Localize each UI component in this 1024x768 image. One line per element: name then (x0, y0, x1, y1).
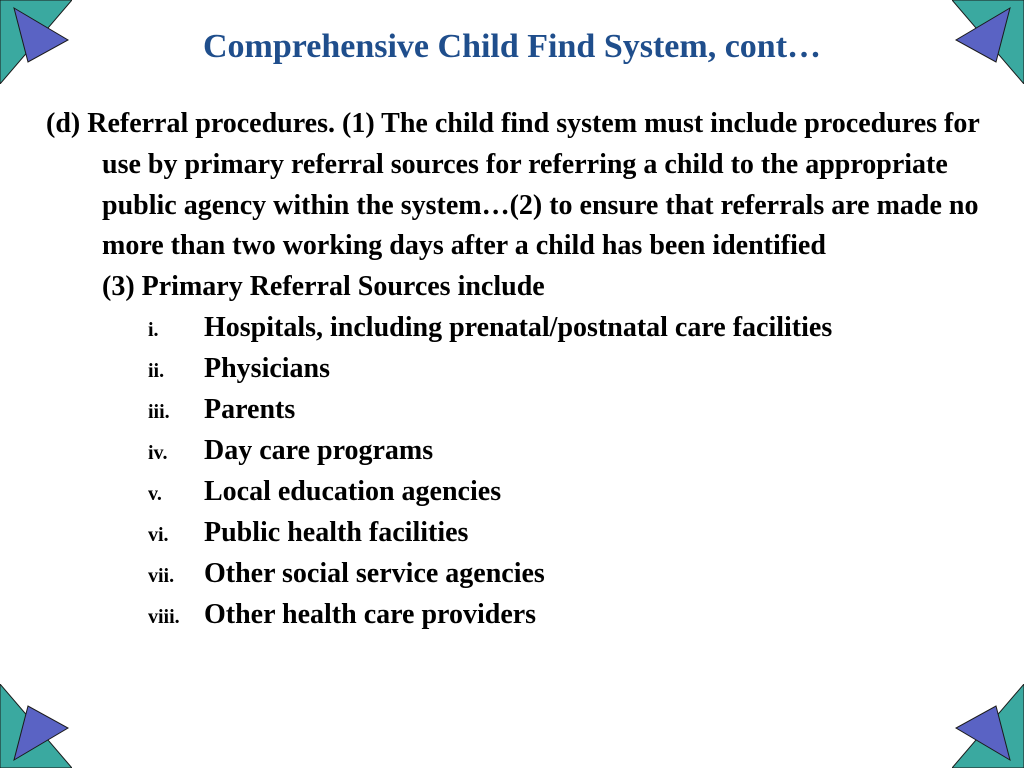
list-item (148, 308, 986, 349)
list-item-number: iv. (148, 441, 168, 464)
list-item-number: v. (148, 482, 162, 505)
list-item-text: Hospitals, including prenatal/postnatal care facilities (204, 311, 833, 343)
slide-body (46, 104, 986, 636)
list-item-text: Parents (204, 393, 296, 425)
list-item-text: Local education agencies (204, 475, 502, 507)
list-item (148, 349, 986, 390)
list-item-number: viii. (148, 605, 180, 628)
sources-heading: (3) Primary Referral Sources include (102, 271, 545, 303)
list-item-number: vii. (148, 564, 175, 587)
triangle-ornament-icon (952, 684, 1024, 768)
list-item (148, 513, 986, 554)
list-item-text: Public health facilities (204, 516, 469, 548)
list-item-number: i. (148, 318, 159, 341)
list-item-text: Other health care providers (204, 598, 537, 630)
list-item (148, 554, 986, 595)
list-item (148, 472, 986, 513)
slide-title: Comprehensive Child Find System, cont… (202, 28, 822, 65)
corner-ornament-bottom-right (952, 684, 1024, 768)
list-item-number: ii. (148, 359, 165, 382)
triangle-ornament-icon (0, 684, 72, 768)
list-item (148, 431, 986, 472)
list-item (148, 390, 986, 431)
list-item-text: Physicians (204, 352, 331, 384)
list-item (148, 595, 986, 636)
intro-paragraph: (d) Referral procedures. (1) The child find system must include procedures for use by primary referral sources for referring a child to the appropriate public agency within the system…(2) to ensure that referrals are made no more than two working days after a child has been identified (46, 108, 980, 262)
list-item-number: iii. (148, 400, 170, 423)
list-item-number: vi. (148, 523, 169, 546)
list-item-text: Other social service agencies (204, 557, 545, 589)
corner-ornament-bottom-left (0, 684, 72, 768)
referral-sources-list (46, 308, 986, 636)
list-item-text: Day care programs (204, 434, 434, 466)
